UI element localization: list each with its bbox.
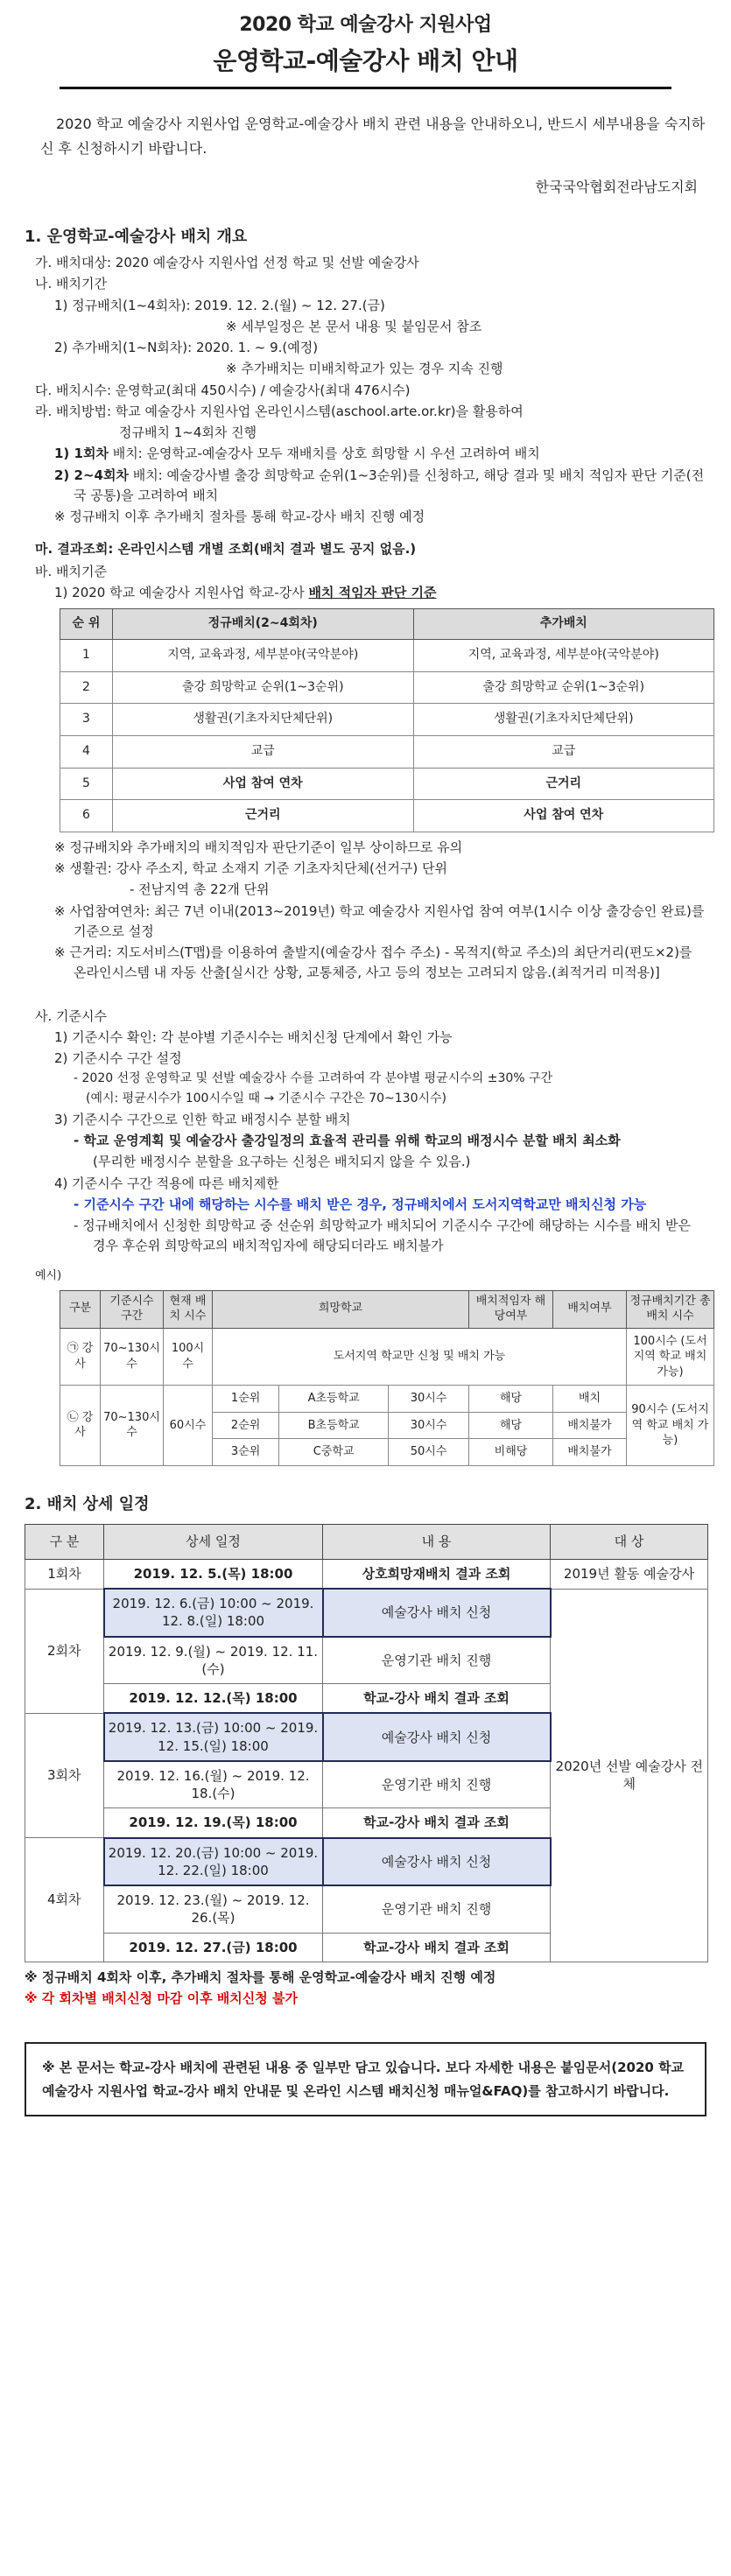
- standard-3: 3) 기준시수 구간으로 인한 학교 배정시수 분할 배치: [54, 1111, 351, 1127]
- period-regular: 1) 정규배치(1~4회차): 2019. 12. 2.(월) ~ 12. 27.(금): [54, 297, 385, 313]
- table-row: [60, 1328, 714, 1386]
- round-2-apply-date: 2019. 12. 6.(금) 10:00 ~ 2019. 12. 8.(일) 18:00: [104, 1589, 323, 1637]
- table-row: [60, 1386, 714, 1413]
- method-round-2-4-text: 배치: 예술강사별 출강 희망학교 순위(1~3순위)를 신청하고, 해당 결과 및 배치 적임자 판단 기준(전국 공통)을 고려하여 배치: [74, 467, 705, 503]
- criteria-regular: 출강 희망학교 순위(1~3순위): [113, 671, 414, 704]
- table-row: [25, 1559, 708, 1589]
- table-row: [60, 704, 714, 736]
- example-b-school: A초등학교: [279, 1386, 389, 1413]
- intro-paragraph: 2020 학교 예술강사 지원사업 운영학교-예술강사 배치 관련 내용을 안내하오니, 반드시 세부내용을 숙지하신 후 신청하시기 바랍니다.: [40, 116, 706, 158]
- item-ra: 라. 배치방법: 학교 예술강사 지원사업 온라인시스템(aschool.arte.or.kr)을 활용하여: [35, 403, 524, 419]
- example-a-current: 100시수: [164, 1328, 213, 1386]
- item-sa: 사. 기준시수: [35, 1007, 107, 1024]
- item-da: 다. 배치시수: 운영학교(최대 450시수) / 예술강사(최대 476시수): [35, 382, 411, 398]
- round-1-label: 1회차: [25, 1559, 104, 1589]
- table-row: [25, 1589, 708, 1637]
- criteria-note-2: ※ 생활권: 강사 주소지, 학교 소재지 기준 기초자치단체(선거구) 단위: [54, 860, 447, 877]
- example-b-hours: 50시수: [389, 1439, 469, 1466]
- schedule-header-round: 구 분: [25, 1524, 104, 1559]
- round-3-proc-date: 2019. 12. 16.(월) ~ 2019. 12. 18.(수): [104, 1761, 323, 1808]
- criteria-note-3: ※ 사업참여연차: 최근 7년 이내(2013~2019년) 학교 예술강사 지원사업 참여 여부(1시수 이상 출강승인 완료)를 기준으로 설정: [54, 902, 705, 939]
- criteria-note-2b: - 전남지역 총 22개 단위: [130, 881, 270, 898]
- method-round-2-4-label: 2) 2~4회차: [54, 467, 129, 483]
- period-additional-note: ※ 추가배치는 미배치학교가 있는 경우 지속 진행: [226, 361, 503, 377]
- title-line-2: 운영학교-예술강사 배치 안내: [213, 46, 518, 76]
- example-a-label: ㉠ 강사: [60, 1328, 101, 1386]
- criteria-regular: 지역, 교육과정, 세부분야(국악분야): [113, 639, 414, 671]
- criteria-header-rank: 순 위: [60, 609, 113, 640]
- round-2-proc-date: 2019. 12. 9.(월) ~ 2019. 12. 11.(수): [104, 1637, 323, 1684]
- example-header-range: 기준시수 구간: [101, 1290, 164, 1328]
- criteria-rank: 2: [60, 671, 113, 704]
- round-3-label: 3회차: [25, 1713, 104, 1837]
- example-header-current: 현재 배치 시수: [164, 1290, 213, 1328]
- criteria-regular: 교급: [113, 735, 414, 768]
- round-4-result-date: 2019. 12. 27.(금) 18:00: [104, 1933, 323, 1962]
- item-ra-cont: 정규배치 1~4회차 진행: [119, 425, 257, 441]
- criteria-intro: [54, 583, 706, 603]
- example-label: 예시): [35, 1268, 62, 1282]
- item-ma: 마. 결과조회: 온라인시스템 개별 조회(배치 결과 별도 공지 없음.): [35, 541, 417, 558]
- example-a-desc: 도서지역 학교만 신청 및 배치 가능: [213, 1328, 627, 1386]
- criteria-rank: 6: [60, 800, 113, 832]
- table-row: [60, 639, 714, 671]
- example-b-current: 60시수: [164, 1386, 213, 1466]
- criteria-rank: 1: [60, 639, 113, 671]
- item-ba: 바. 배치기준: [35, 563, 107, 579]
- method-round-1: [54, 444, 706, 464]
- organization-name: 한국국악협회전라남도지회: [535, 179, 698, 196]
- item-ga: 가. 배치대상: 2020 예술강사 지원사업 선정 학교 및 선발 예술강사: [35, 255, 419, 271]
- example-b-label: ㉡ 강사: [60, 1386, 101, 1466]
- example-b-rank: 1순위: [213, 1386, 279, 1413]
- example-b-result: 배치: [553, 1386, 627, 1413]
- example-b-hours: 30시수: [389, 1386, 469, 1413]
- example-b-result: 배치불가: [553, 1439, 627, 1466]
- example-b-eligible: 해당: [469, 1412, 553, 1439]
- schedule-header-date: 상세 일정: [104, 1524, 323, 1559]
- schedule-header-content: 내 용: [323, 1524, 551, 1559]
- round-1-date: 2019. 12. 5.(목) 18:00: [104, 1559, 323, 1589]
- example-header-total: 정규배치기간 총 배치 시수: [627, 1290, 714, 1328]
- criteria-intro-emphasis: 배치 적임자 판단 기준: [308, 584, 437, 600]
- section-1: [25, 225, 711, 1466]
- round-4-apply-content: 예술강사 배치 신청: [323, 1838, 551, 1886]
- round-4-apply-date: 2019. 12. 20.(금) 10:00 ~ 2019. 12. 22.(일) 18:00: [104, 1838, 323, 1886]
- example-b-hours: 30시수: [389, 1412, 469, 1439]
- title-block: [25, 11, 706, 89]
- method-round-1-label: 1) 1회차: [54, 446, 109, 462]
- example-b-school: C중학교: [279, 1439, 389, 1466]
- criteria-additional: 교급: [413, 735, 714, 768]
- standard-4a: - 기준시수 구간 내에 해당하는 시수를 배치 받은 경우, 정규배치에서 도서지역학교만 배치신청 가능: [74, 1196, 647, 1212]
- round-1-content: 상호희망재배치 결과 조회: [323, 1559, 551, 1589]
- round-3-result-date: 2019. 12. 19.(목) 18:00: [104, 1808, 323, 1838]
- method-round-2-4: [54, 466, 706, 507]
- schedule-note-1: ※ 정규배치 4회차 이후, 추가배치 절차를 통해 운영학교-예술강사 배치 진행 예정: [25, 1969, 496, 1985]
- criteria-regular: 근거리: [113, 800, 414, 832]
- example-a-range: 70~130시수: [101, 1328, 164, 1386]
- round-4-result-content: 학교-강사 배치 결과 조회: [323, 1933, 551, 1962]
- example-b-eligible: 해당: [469, 1386, 553, 1413]
- round-2-result-content: 학교-강사 배치 결과 조회: [323, 1684, 551, 1714]
- table-row: [60, 800, 714, 832]
- example-header-result: 배치여부: [553, 1290, 627, 1328]
- criteria-rank: 5: [60, 768, 113, 800]
- round-4-label: 4회차: [25, 1838, 104, 1962]
- criteria-intro-text: 1) 2020 학교 예술강사 지원사업 학교-강사: [54, 584, 309, 600]
- method-note: ※ 정규배치 이후 추가배치 절차를 통해 학교-강사 배치 진행 예정: [54, 509, 425, 525]
- standard-2b: (예시: 평균시수가 100시수일 때 → 기준시수 구간은 70~130시수): [86, 1091, 446, 1106]
- example-header-school: 희망학교: [213, 1290, 469, 1328]
- round-4-proc-date: 2019. 12. 23.(월) ~ 2019. 12. 26.(목): [104, 1885, 323, 1933]
- rounds-target: 2020년 선발 예술강사 전체: [551, 1589, 708, 1962]
- criteria-rank: 4: [60, 735, 113, 768]
- standard-4b: - 정규배치에서 신청한 희망학교 중 선순위 희망학교가 배치되어 기준시수 구간에 해당하는 시수를 배치 받은 경우 후순위 희망학교의 배치적임자에 해당되더라도 배치불가: [74, 1218, 691, 1254]
- item-na: 나. 배치기간: [35, 276, 107, 292]
- criteria-additional: 출강 희망학교 순위(1~3순위): [413, 671, 714, 704]
- footer-notice-box: ※ 본 문서는 학교-강사 배치에 관련된 내용 중 일부만 담고 있습니다. 보다 자세한 내용은 붙임문서(2020 학교 예술강사 지원사업 학교-강사 배치 안내문 및 온라인 시스템 배치신청 매뉴얼&FAQ)를 참고하시기 바랍니다.: [25, 2042, 706, 2116]
- round-3-proc-content: 운영기관 배치 진행: [323, 1761, 551, 1808]
- example-b-rank: 2순위: [213, 1412, 279, 1439]
- section-2-heading: 2. 배치 상세 일정: [25, 1494, 150, 1513]
- standard-2a: - 2020 선정 운영학교 및 선발 예술강사 수를 고려하여 각 분야별 평균시수의 ±30% 구간: [74, 1071, 553, 1086]
- standard-2: 2) 기준시수 구간 설정: [54, 1050, 182, 1067]
- example-table: [60, 1290, 714, 1466]
- example-b-school: B초등학교: [279, 1412, 389, 1439]
- criteria-additional: 생활권(기초자치단체단위): [413, 704, 714, 736]
- round-2-proc-content: 운영기관 배치 진행: [323, 1637, 551, 1684]
- title-underline: [60, 87, 671, 89]
- round-3-apply-date: 2019. 12. 13.(금) 10:00 ~ 2019. 12. 15.(일) 18:00: [104, 1713, 323, 1761]
- standard-1: 1) 기준시수 확인: 각 분야별 기준시수는 배치신청 단계에서 확인 가능: [54, 1028, 453, 1045]
- schedule-header-target: 대 상: [551, 1524, 708, 1559]
- period-regular-note: ※ 세부일정은 본 문서 내용 및 붙임문서 참조: [226, 318, 482, 334]
- criteria-additional: 근거리: [413, 768, 714, 800]
- method-round-1-text: 배치: 운영학교-예술강사 모두 재배치를 상호 희망할 시 우선 고려하여 배치: [108, 446, 540, 462]
- schedule-note-2: ※ 각 회차별 배치신청 마감 이후 배치신청 불가: [25, 1990, 298, 2007]
- example-a-total: 100시수 (도서지역 학교 배치 가능): [627, 1328, 714, 1386]
- criteria-rank: 3: [60, 704, 113, 736]
- example-b-total: 90시수 (도서지역 학교 배치 가능): [627, 1386, 714, 1466]
- example-b-eligible: 비해당: [469, 1439, 553, 1466]
- standard-4: 4) 기준시수 구간 적용에 따른 배치제한: [54, 1175, 279, 1191]
- criteria-header-additional: 추가배치: [413, 609, 714, 640]
- criteria-additional: 사업 참여 연차: [413, 800, 714, 832]
- example-b-range: 70~130시수: [101, 1386, 164, 1466]
- period-additional: 2) 추가배치(1~N회차): 2020. 1. ~ 9.(예정): [54, 340, 319, 356]
- criteria-regular: 생활권(기초자치단체단위): [113, 704, 414, 736]
- title-line-1: 2020 학교 예술강사 지원사업: [239, 14, 492, 36]
- criteria-regular: 사업 참여 연차: [113, 768, 414, 800]
- round-3-apply-content: 예술강사 배치 신청: [323, 1713, 551, 1761]
- example-header-eligible: 배치적임자 해당여부: [469, 1290, 553, 1328]
- criteria-table: [60, 608, 714, 832]
- table-row: [60, 735, 714, 768]
- round-2-label: 2회차: [25, 1589, 104, 1713]
- schedule-table: [25, 1524, 708, 1962]
- section-2: [25, 1492, 706, 2010]
- example-b-result: 배치불가: [553, 1412, 627, 1439]
- example-header-type: 구분: [60, 1290, 101, 1328]
- example-b-rank: 3순위: [213, 1439, 279, 1466]
- table-row: [60, 768, 714, 800]
- section-1-heading: 1. 운영학교-예술강사 배치 개요: [25, 228, 248, 247]
- criteria-header-regular: 정규배치(2~4회차): [113, 609, 414, 640]
- criteria-note-1: ※ 정규배치와 추가배치의 배치적임자 판단기준이 일부 상이하므로 유의: [54, 839, 463, 855]
- round-2-apply-content: 예술강사 배치 신청: [323, 1589, 551, 1637]
- round-1-target: 2019년 활동 예술강사: [551, 1559, 708, 1589]
- standard-3b: (무리한 배정시수 분할을 요구하는 신청은 배치되지 않을 수 있음.): [93, 1154, 471, 1170]
- round-2-result-date: 2019. 12. 12.(목) 18:00: [104, 1684, 323, 1714]
- criteria-note-4: ※ 근거리: 지도서비스(T맵)를 이용하여 출발지(예술강사 접수 주소) - 목적지(학교 주소)의 최단거리(편도×2)를 온라인시스템 내 자동 산출[실시간 상황, 교통체증, 사고 등의 정보는 고려되지 않음.(최적거리 미적용)]: [54, 944, 692, 981]
- standard-3a: - 학교 운영계획 및 예술강사 출강일정의 효율적 관리를 위해 학교의 배정시수 분할 배치 최소화: [74, 1133, 621, 1149]
- round-3-result-content: 학교-강사 배치 결과 조회: [323, 1808, 551, 1838]
- round-4-proc-content: 운영기관 배치 진행: [323, 1885, 551, 1933]
- table-row: [60, 671, 714, 704]
- criteria-additional: 지역, 교육과정, 세부분야(국악분야): [413, 639, 714, 671]
